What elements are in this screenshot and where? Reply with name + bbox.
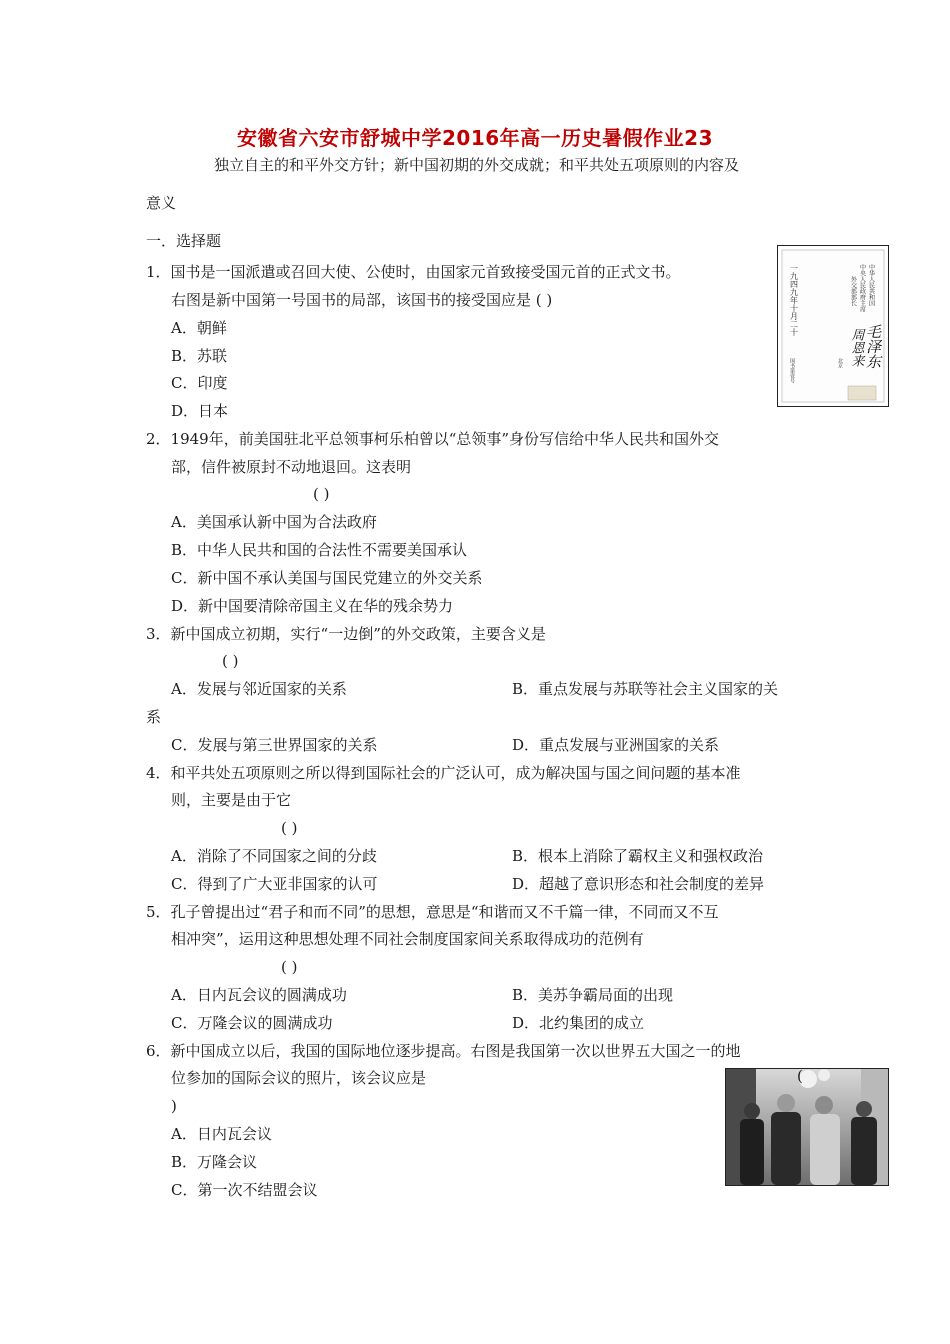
subtitle-line-2: 意义 [146, 194, 177, 212]
question-1-line-2: 右图是新中国第一号国书的局部，该国书的接受国应是 ( ) [171, 291, 553, 309]
question-2-line-2: 部，信件被原封不动地退回。这表明 [171, 458, 412, 476]
q1-option-d: D．日本 [171, 402, 229, 420]
q6-option-c: C．第一次不结盟会议 [171, 1181, 318, 1199]
question-6-line-2: 位参加的国际会议的照片，该会议应是 [171, 1069, 427, 1087]
q5-option-c: C．万隆会议的圆满成功 [171, 1014, 333, 1032]
q3-option-d: D．重点发展与亚洲国家的关系 [512, 736, 720, 754]
question-3-line-1: 3．新中国成立初期，实行“一边倒”的外交政策，主要含义是 [146, 625, 546, 643]
credential-minister-title-column: 外交部部长 [849, 276, 857, 306]
credential-document-illustration [778, 246, 888, 406]
q2-option-c: C．新中国不承认美国与国民党建立的外交关系 [171, 569, 483, 587]
q2-option-b: B．中华人民共和国的合法性不需要美国承认 [171, 541, 468, 559]
credential-chairman-title-column: 中央人民政府主席 [858, 264, 866, 312]
q3-option-c: C．发展与第三世界国家的关系 [171, 736, 378, 754]
question-4-line-2: 则，主要是由于它 [171, 791, 292, 809]
conference-photo [725, 1068, 889, 1186]
q3-option-b-wrap: 系 [146, 708, 162, 726]
question-4-line-1: 4．和平共处五项原则之所以得到国际社会的广泛认可，成为解决国与国之间问题的基本准 [146, 764, 741, 782]
q3-option-a: A．发展与邻近国家的关系 [171, 680, 347, 698]
q6-option-b: B．万隆会议 [171, 1153, 258, 1171]
q1-option-a: A．朝鲜 [171, 319, 227, 337]
q2-option-a: A．美国承认新中国为合法政府 [171, 513, 377, 531]
q1-option-b: B．苏联 [171, 347, 228, 365]
q3-option-b: B．重点发展与苏联等社会主义国家的关 [512, 680, 779, 698]
question-6-line-1: 6．新中国成立以后，我国的国际地位逐步提高。右图是我国第一次以世界五大国之一的地 [146, 1042, 741, 1060]
credential-place-column: 北京 [837, 358, 843, 368]
seal-stamp [848, 386, 876, 400]
credential-image [777, 245, 889, 407]
q5-option-b: B．美苏争霸局面的出现 [512, 986, 674, 1004]
question-5-line-2: 相冲突”，运用这种思想处理不同社会制度国家间关系取得成功的范例有 [171, 930, 644, 948]
section-heading: 一．选择题 [146, 232, 222, 250]
q4-option-a: A．消除了不同国家之间的分歧 [171, 847, 377, 865]
question-5-answer-blank: ( ) [281, 958, 298, 976]
credential-country-column: 中华人民共和国 [867, 264, 875, 306]
question-2-line-1: 2．1949年，前美国驻北平总领事柯乐柏曾以“总领事”身份写信给中华人民共和国外交 [146, 430, 720, 448]
question-4-answer-blank: ( ) [281, 819, 298, 837]
signature-zhou: 周恩来 [848, 328, 864, 367]
q6-option-a: A．日内瓦会议 [171, 1125, 272, 1143]
question-1-line-1: 1．国书是一国派遣或召回大使、公使时，由国家元首致接受国元首的正式文书。 [146, 263, 681, 281]
question-3-answer-blank: ( ) [222, 652, 239, 670]
credential-date-column: 一九四九年十月二十 [789, 264, 799, 336]
conference-photo-illustration [726, 1069, 888, 1185]
q4-option-d: D．超越了意识形态和社会制度的差异 [512, 875, 765, 893]
subtitle-line-1: 独立自主的和平外交方针；新中国初期的外交成就；和平共处五项原则的内容及 [214, 156, 740, 174]
q5-option-a: A．日内瓦会议的圆满成功 [171, 986, 347, 1004]
question-6-answer-open: ( [797, 1067, 803, 1085]
q4-option-c: C．得到了广大亚非国家的认可 [171, 875, 378, 893]
q5-option-d: D．北约集团的成立 [512, 1014, 645, 1032]
question-2-answer-blank: ( ) [313, 485, 330, 503]
q2-option-d: D．新中国要清除帝国主义在华的残余势力 [171, 597, 454, 615]
signature-mao: 毛泽东 [864, 324, 882, 369]
question-5-line-1: 5．孔子曾提出过“君子和而不同”的思想，意思是“和谐而又不千篇一律，不同而又不互 [146, 903, 719, 921]
q4-option-b: B．根本上消除了霸权主义和强权政治 [512, 847, 764, 865]
q1-option-c: C．印度 [171, 374, 228, 392]
question-6-answer-close: ) [171, 1097, 177, 1115]
page-title: 安徽省六安市舒城中学2016年高一历史暑假作业23 [237, 126, 713, 150]
credential-number-column: 国书第壹号 [789, 358, 795, 383]
